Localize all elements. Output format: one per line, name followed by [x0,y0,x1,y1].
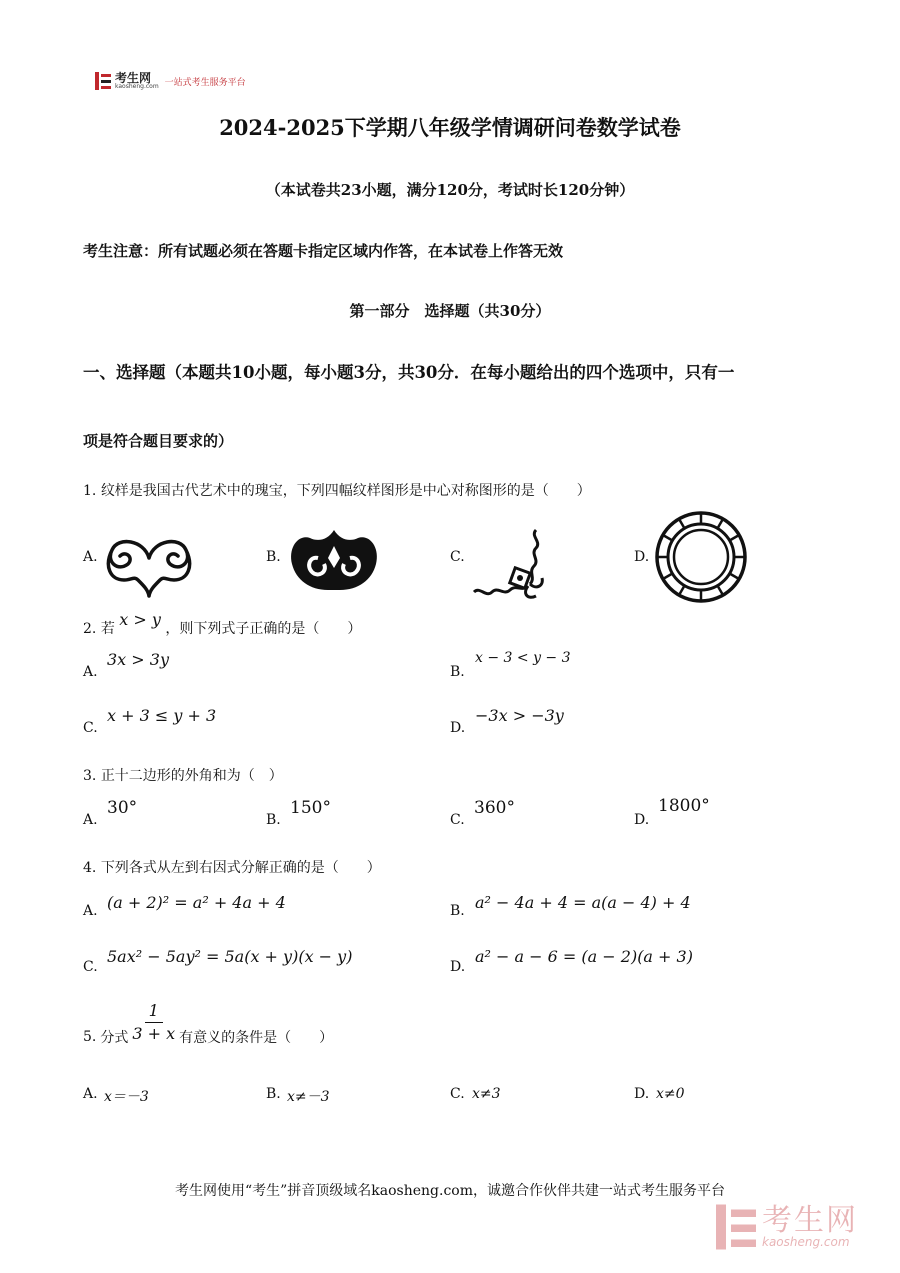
option-math: 5ax² − 5ay² = 5a(x + y)(x − y) [107,947,353,966]
exam-subtitle: （本试卷共23小题，满分120分，考试时长120分钟） [265,181,635,199]
option-label: C. [83,959,98,975]
exam-title: 2024-2025下学期八年级学情调研问卷数学试卷 [219,115,681,140]
option-label: B. [266,812,281,828]
ring-spoke [663,535,673,541]
question-number: 3. [83,768,97,784]
question-number: 1. [83,483,97,499]
question-text: 纹样是我国古代艺术中的瑰宝，下列四幅纹样图形是中心对称图形的是（ ） [100,483,591,499]
question-1-stem [83,480,591,500]
question-number: 2. [83,621,97,637]
option-label: D. [634,549,650,565]
option-math: 150° [290,798,331,818]
question-number: 4. [83,860,97,876]
option-label: A. [83,549,98,565]
option-label: D. [450,959,466,975]
ring-spoke [663,574,673,580]
option-label: B. [450,903,465,919]
option-math: −3x > −3y [475,706,564,725]
fraction-denominator: 3 + x [132,1024,176,1043]
watermark-name: 考生网 [762,1203,858,1238]
option-label: D. [450,720,466,736]
section-heading-line1: 一、选择题（本题共10小题，每小题3分，共30分．在每小题给出的四个选项中，只有一 [83,363,735,382]
option-math: (a + 2)² = a² + 4a + 4 [107,893,286,912]
question-number: 5. [83,1028,97,1045]
watermark-domain: kaosheng.com [762,1235,850,1249]
part-heading: 第一部分 选择题（共30分） [349,302,551,320]
ring-spoke [679,519,685,529]
option-label: D. [634,812,650,828]
exam-notice: 考生注意：所有试题必须在答题卡指定区域内作答，在本试卷上作答无效 [83,242,564,260]
option-label: C. [83,720,98,736]
question-5-stem [83,1000,333,1045]
question-text-suffix: 有意义的条件是（ ） [179,1029,334,1046]
watermark-logo-icon [716,1204,756,1250]
condition-math: x > y [119,610,161,629]
question-text-suffix: ，则下列式子正确的是（ ） [165,621,362,637]
section-heading-line2: 项是符合题目要求的） [83,432,234,450]
question-2-stem [83,610,362,638]
ring-spoke [730,574,740,580]
ring-spoke [730,535,740,541]
ruyi-pattern-figure [288,528,380,594]
option-math: x≠3 [472,1086,501,1102]
header-logo [95,72,246,90]
option-math: x + 3 ≤ y + 3 [107,706,217,725]
option-math: x≠－3 [287,1089,330,1105]
kaosheng-logo-icon [95,72,111,90]
option-math: 30° [107,798,138,818]
ring-pattern-figure [654,510,748,604]
option-label: A. [83,1086,98,1102]
option-label: A. [83,664,98,680]
ring-spoke [718,519,724,529]
option-math: a² − a − 6 = (a − 2)(a + 3) [475,947,693,966]
option-label: D. [634,1086,650,1102]
ring-spoke [679,586,685,596]
option-label: B. [450,664,465,680]
option-label: C. [450,812,465,828]
cloud-pattern-figure [104,532,194,598]
option-label: C. [450,1086,465,1102]
option-math: 3x > 3y [107,650,169,669]
option-label: C. [450,549,465,565]
fraction-numerator: 1 [145,1000,163,1023]
option-math: x≠0 [656,1086,685,1102]
logo-domain: kaosheng.com [115,83,159,90]
option-label: A. [83,812,98,828]
option-math: 360° [474,798,515,818]
watermark [716,1204,858,1250]
logo-text [115,72,159,90]
question-text-prefix: 分式 [100,1029,129,1046]
question-4-stem [83,857,381,877]
option-math: x − 3 < y − 3 [475,650,571,666]
option-math: a² − 4a + 4 = a(a − 4) + 4 [475,893,691,912]
question-3-stem [83,765,283,785]
fraction [132,1000,175,1045]
page-footer: 考生网使用“考生”拼音顶级域名kaosheng.com，诚邀合作伙伴共建一站式考生服务平台 [174,1183,726,1199]
watermark-text [762,1203,858,1249]
option-label: A. [83,903,98,919]
question-text: 正十二边形的外角和为（ ） [100,768,283,784]
question-text-prefix: 若 [100,621,115,637]
option-label: B. [266,1086,281,1102]
option-math: 1800° [658,796,710,816]
corner-scroll-pattern-figure [470,526,548,602]
logo-name: 考生网 [115,71,152,85]
question-text: 下列各式从左到右因式分解正确的是（ ） [100,860,381,876]
option-math: x＝－3 [104,1089,149,1105]
logo-slogan: 一站式考生服务平台 [164,77,246,88]
ring-spoke [718,586,724,596]
option-label: B. [266,549,281,565]
